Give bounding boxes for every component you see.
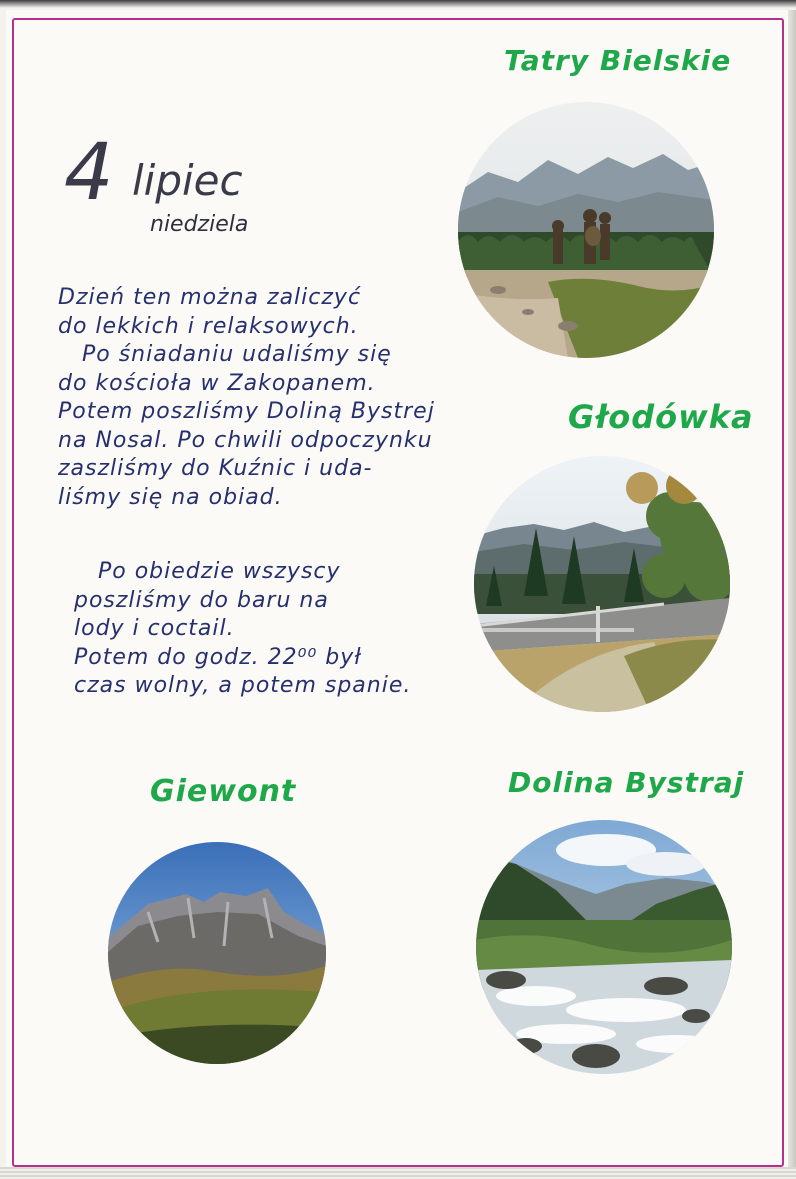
caption-giewont: Giewont bbox=[150, 774, 297, 809]
diary-line: zaszliśmy do Kuźnic i uda- bbox=[58, 456, 373, 481]
photo-giewont bbox=[108, 842, 326, 1064]
photo-dolina-bystraj bbox=[476, 820, 732, 1074]
diary-line: liśmy się na obiad. bbox=[58, 484, 283, 510]
diary-paragraph-1 bbox=[58, 284, 435, 512]
diary-line: poszliśmy do baru na bbox=[74, 587, 329, 613]
date-month: lipiec bbox=[132, 156, 243, 205]
caption-dolina-bystraj: Dolina Bystraj bbox=[508, 766, 745, 799]
caption-tatry-bielskie: Tatry Bielskie bbox=[504, 44, 732, 77]
diary-line: lody i coctail. bbox=[74, 616, 235, 641]
diary-line: na Nosal. Po chwili odpoczynku bbox=[58, 427, 433, 453]
diary-line: do kościoła w Zakopanem. bbox=[58, 370, 376, 396]
diary-line: Po śniadaniu udaliśmy się bbox=[58, 342, 392, 367]
diary-line: Potem do godz. 22⁰⁰ był bbox=[74, 644, 362, 670]
caption-glodowka: Głodówka bbox=[568, 398, 754, 436]
photo-glodowka bbox=[474, 456, 730, 712]
page-bottom-edge bbox=[0, 1167, 796, 1179]
diary-line: czas wolny, a potem spanie. bbox=[74, 673, 412, 698]
diary-line: Potem poszliśmy Doliną Bystrej bbox=[58, 399, 435, 424]
diary-line: do lekkich i relaksowych. bbox=[58, 313, 359, 339]
page-top-shadow bbox=[0, 0, 796, 8]
photo-tatry-bielskie bbox=[458, 102, 714, 358]
date-day-number: 4 bbox=[64, 128, 114, 218]
date-weekday: niedziela bbox=[150, 212, 249, 237]
diary-line: Dzień ten można zaliczyć bbox=[58, 285, 362, 310]
diary-paragraph-2 bbox=[74, 558, 411, 701]
page-right-edge bbox=[788, 10, 796, 1175]
diary-line: Po obiedzie wszyscy bbox=[74, 559, 341, 584]
